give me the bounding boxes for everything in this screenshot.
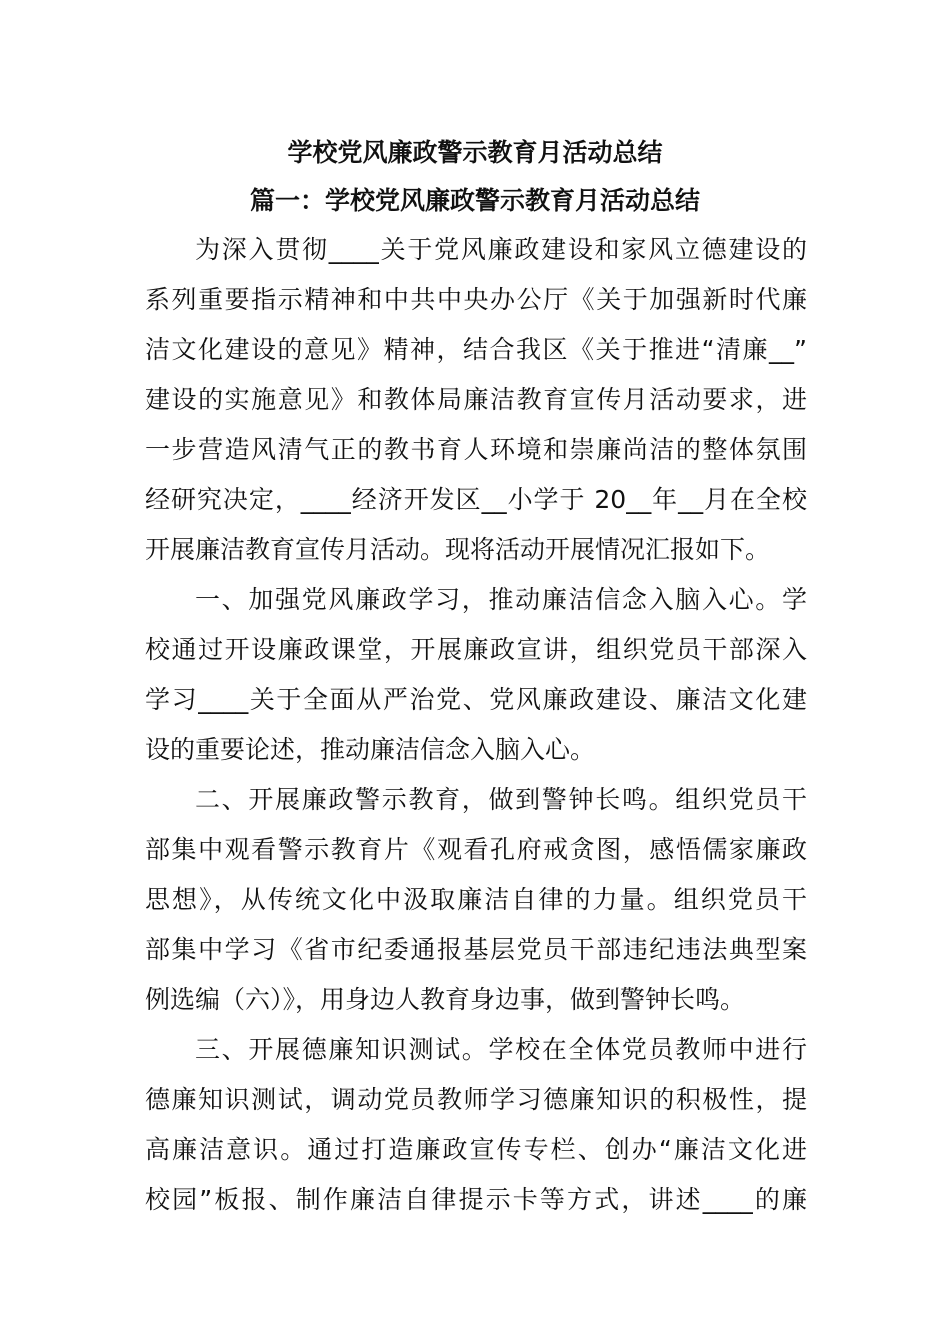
text-line: 设的重要论述，推动廉洁信念入脑入心。: [145, 735, 596, 764]
text-line: 高廉洁意识。通过打造廉政宣传专栏、创办“廉洁文化进: [145, 1135, 807, 1164]
text-line: 洁文化建设的意见》精神，结合我区《关于推进“清廉__”: [145, 335, 807, 364]
text-line: 部集中学习《省市纪委通报基层党员干部违纪违法典型案: [145, 935, 807, 964]
text-line: 部集中观看警示教育片《观看孔府戒贪图，感悟儒家廉政: [145, 835, 807, 864]
text-line: 校通过开设廉政课堂，开展廉政宣讲，组织党员干部深入: [145, 635, 807, 664]
text-line: 经研究决定，____经济开发区__小学于 20__年__月在全校: [145, 485, 807, 514]
text-line: 建设的实施意见》和教体局廉洁教育宣传月活动要求，进: [145, 385, 807, 414]
document-title: 学校党风廉政警示教育月活动总结: [287, 138, 663, 167]
paragraph-section-3: [145, 1025, 807, 1225]
text-line: 校园”板报、制作廉洁自律提示卡等方式，讲述____的廉: [145, 1185, 807, 1214]
text-line: 二、开展廉政警示教育，做到警钟长鸣。组织党员干: [195, 785, 807, 814]
text-line: 思想》，从传统文化中汲取廉洁自律的力量。组织党员干: [145, 885, 807, 914]
text-line: 系列重要指示精神和中共中央办公厅《关于加强新时代廉: [145, 285, 807, 314]
document-body: [145, 225, 807, 1225]
text-line: 一步营造风清气正的教书育人环境和崇廉尚洁的整体氛围: [145, 435, 807, 464]
text-line: 例选编（六）》，用身边人教育身边事，做到警钟长鸣。: [145, 985, 746, 1014]
text-line: 一、加强党风廉政学习，推动廉洁信念入脑入心。学: [195, 585, 807, 614]
paragraph-intro: [145, 225, 807, 575]
document-subtitle: 篇一：学校党风廉政警示教育月活动总结: [249, 186, 700, 215]
text-line: 开展廉洁教育宣传月活动。现将活动开展情况汇报如下。: [145, 535, 771, 564]
text-line: 为深入贯彻____关于党风廉政建设和家风立德建设的: [195, 235, 807, 264]
paragraph-section-2: [145, 775, 807, 1025]
paragraph-section-1: [145, 575, 807, 775]
text-line: 德廉知识测试，调动党员教师学习德廉知识的积极性，提: [145, 1085, 807, 1114]
text-line: 三、开展德廉知识测试。学校在全体党员教师中进行: [195, 1035, 807, 1064]
text-line: 学习____关于全面从严治党、党风廉政建设、廉洁文化建: [145, 685, 807, 714]
